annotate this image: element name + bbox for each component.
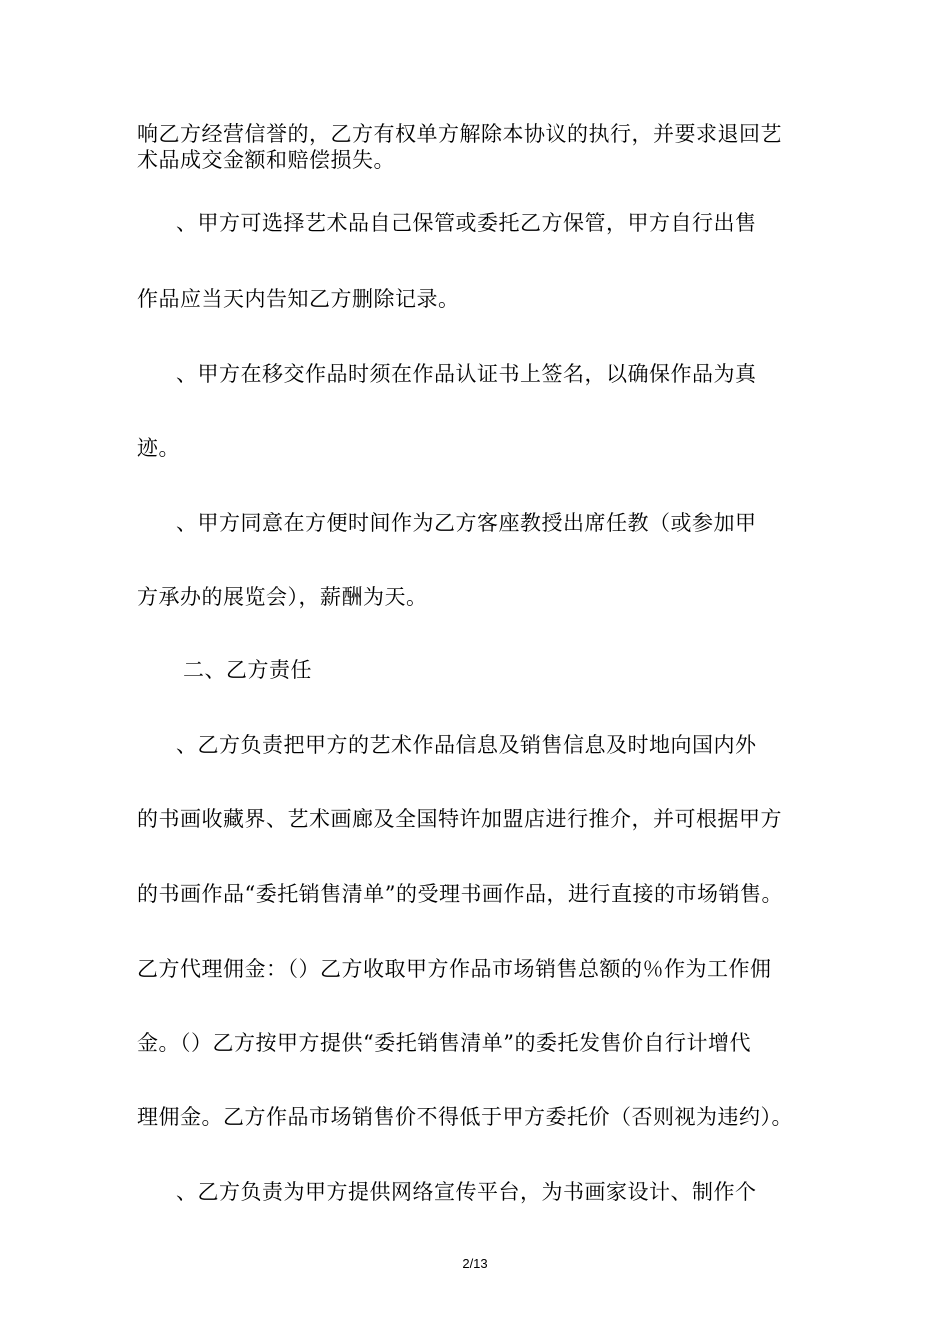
text-line-7: 、甲方同意在方便时间作为乙方客座教授出席任教（或参加甲 [176,511,757,535]
text-line-14: 金。（）乙方按甲方提供“委托销售清单”的委托发售价自行计增代 [137,1031,751,1055]
text-line-13: 乙方代理佣金：（）乙方收取甲方作品市场销售总额的％作为工作佣 [137,957,772,981]
text-line-6: 迹。 [137,436,180,460]
text-line-12: 的书画作品“委托销售清单”的受理书画作品，进行直接的市场销售。 [137,882,783,906]
text-line-4: 作品应当天内告知乙方删除记录。 [137,287,460,311]
text-line-15: 理佣金。乙方作品市场销售价不得低于甲方委托价（否则视为违约）。 [137,1105,793,1129]
text-line-16: 、乙方负责为甲方提供网络宣传平台，为书画家设计、制作个 [176,1180,757,1204]
section-heading: 二、乙方责任 [183,658,312,682]
text-line-10: 、乙方负责把甲方的艺术作品信息及销售信息及时地向国内外 [176,733,757,757]
text-line-2: 术品成交金额和赔偿损失。 [137,148,395,172]
text-line-11: 的书画收藏界、艺术画廊及全国特许加盟店进行推介，并可根据甲方 [137,807,782,831]
text-line-5: 、甲方在移交作品时须在作品认证书上签名，以确保作品为真 [176,362,757,386]
text-line-1: 响乙方经营信誉的，乙方有权单方解除本协议的执行，并要求退回艺 [137,122,782,146]
text-line-3: 、甲方可选择艺术品自己保管或委托乙方保管，甲方自行出售 [176,211,757,235]
text-line-8: 方承办的展览会），薪酬为天。 [137,585,428,609]
page-number: 2/13 [462,1256,488,1271]
